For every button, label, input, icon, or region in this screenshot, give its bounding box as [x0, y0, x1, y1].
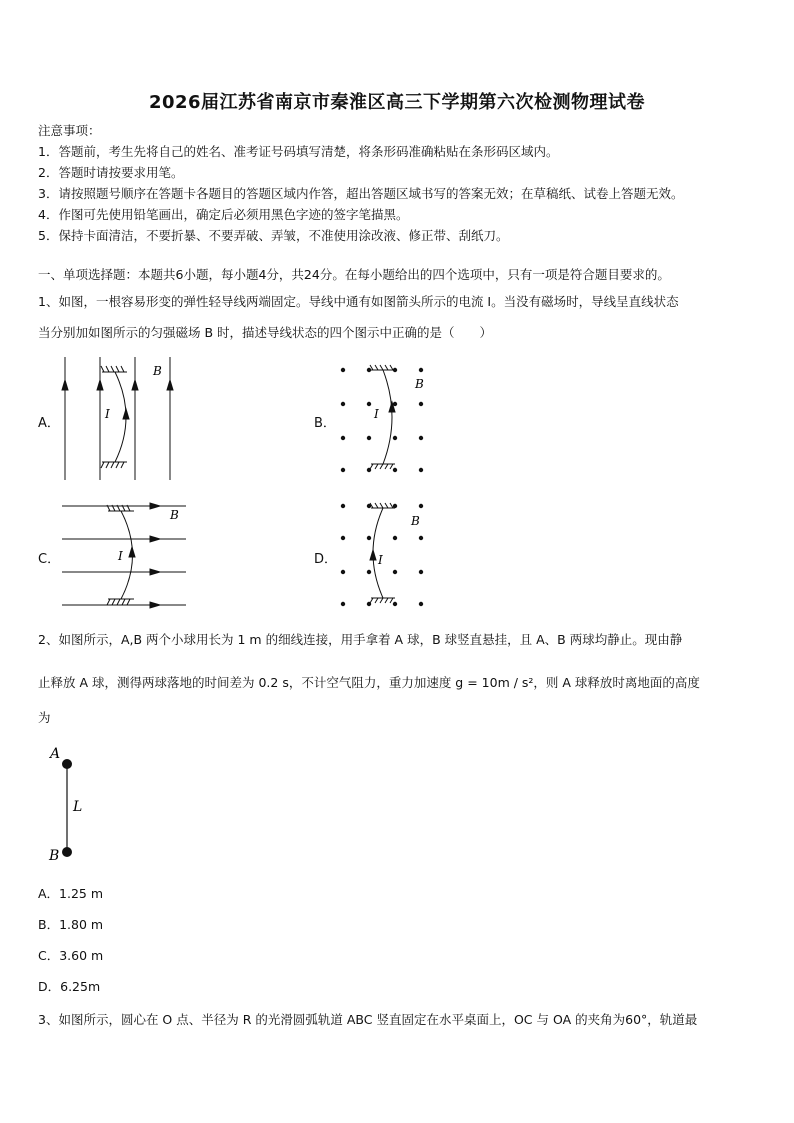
q1-option-b-label[interactable]: B． — [314, 416, 336, 431]
current-label: I — [118, 549, 123, 563]
q2-option[interactable]: B．1.80 m — [38, 917, 104, 932]
q1-figure-d — [335, 498, 435, 613]
question-2-text: 2、如图所示，A,B 两个小球用长为 1 m 的细线连接，用手拿着 A 球，B 球竖直悬挂，且 A、B 两球均静止。现由静 — [38, 632, 683, 647]
current-label: I — [105, 407, 110, 421]
section-heading: 一、单项选择题：本题共6小题，每小题4分，共24分。在每小题给出的四个选项中，只有一项是符合题目要求的。 — [38, 267, 670, 282]
notice-heading: 注意事项： — [38, 123, 101, 138]
ball-a — [62, 759, 72, 769]
notice-item: 5．保持卡面清洁，不要折暴、不要弄破、弄皱，不准使用涂改液、修正带、刮纸刀。 — [38, 228, 509, 243]
q1-option-d-label[interactable]: D． — [314, 552, 338, 567]
ball-b-label: B — [49, 848, 60, 864]
q1-option-c-label[interactable]: C． — [38, 552, 61, 567]
q1-figure-b — [335, 360, 435, 475]
question-2-text: 止释放 A 球，测得两球落地的时间差为 0.2 s，不计空气阻力，重力加速度 g = 10m / s²，则 A 球释放时离地面的高度 — [38, 675, 700, 690]
notice-item: 3．请按照题号顺序在答题卡各题目的答题区域内作答，超出答题区域书写的答案无效；在草稿纸、试卷上答题无效。 — [38, 186, 684, 201]
ball-a-label: A — [50, 746, 61, 762]
question-3-text: 3、如图所示，圆心在 O 点、半径为 R 的光滑圆弧轨道 ABC 竖直固定在水平桌面上，OC 与 OA 的夹角为60°，轨道最 — [38, 1012, 698, 1027]
ball-b — [62, 847, 72, 857]
q1-option-a-label[interactable]: A． — [38, 416, 60, 431]
q1-figure-c — [58, 498, 190, 610]
q2-option[interactable]: A．1.25 m — [38, 886, 104, 901]
field-label: B — [153, 364, 162, 378]
field-label: B — [170, 508, 179, 522]
question-1-text: 1、如图，一根容易形变的弹性轻导线两端固定。导线中通有如图箭头所示的电流 I。当没有磁场时，导线呈直线状态 — [38, 294, 679, 309]
current-label: I — [374, 407, 379, 421]
q1-figure-a — [55, 352, 195, 482]
question-1-text: 当分别加如图所示的匀强磁场 B 时，描述导线状态的四个图示中正确的是（ ） — [38, 325, 493, 340]
q2-option[interactable]: C．3.60 m — [38, 948, 104, 963]
q2-option[interactable]: D．6.25m — [38, 979, 101, 994]
notice-item: 2．答题时请按要求用笔。 — [38, 165, 184, 180]
q2-figure — [40, 740, 100, 865]
field-label: B — [411, 514, 420, 528]
page-title: 2026届江苏省南京市秦淮区高三下学期第六次检测物理试卷 — [148, 92, 646, 113]
current-label: I — [378, 553, 383, 567]
length-label: L — [73, 799, 83, 815]
question-2-text: 为 — [38, 710, 51, 725]
notice-item: 4．作图可先使用铅笔画出，确定后必须用黑色字迹的签字笔描黑。 — [38, 207, 409, 222]
notice-item: 1．答题前，考生先将自己的姓名、准考证号码填写清楚，将条形码准确粘贴在条形码区域内。 — [38, 144, 559, 159]
field-label: B — [415, 377, 424, 391]
